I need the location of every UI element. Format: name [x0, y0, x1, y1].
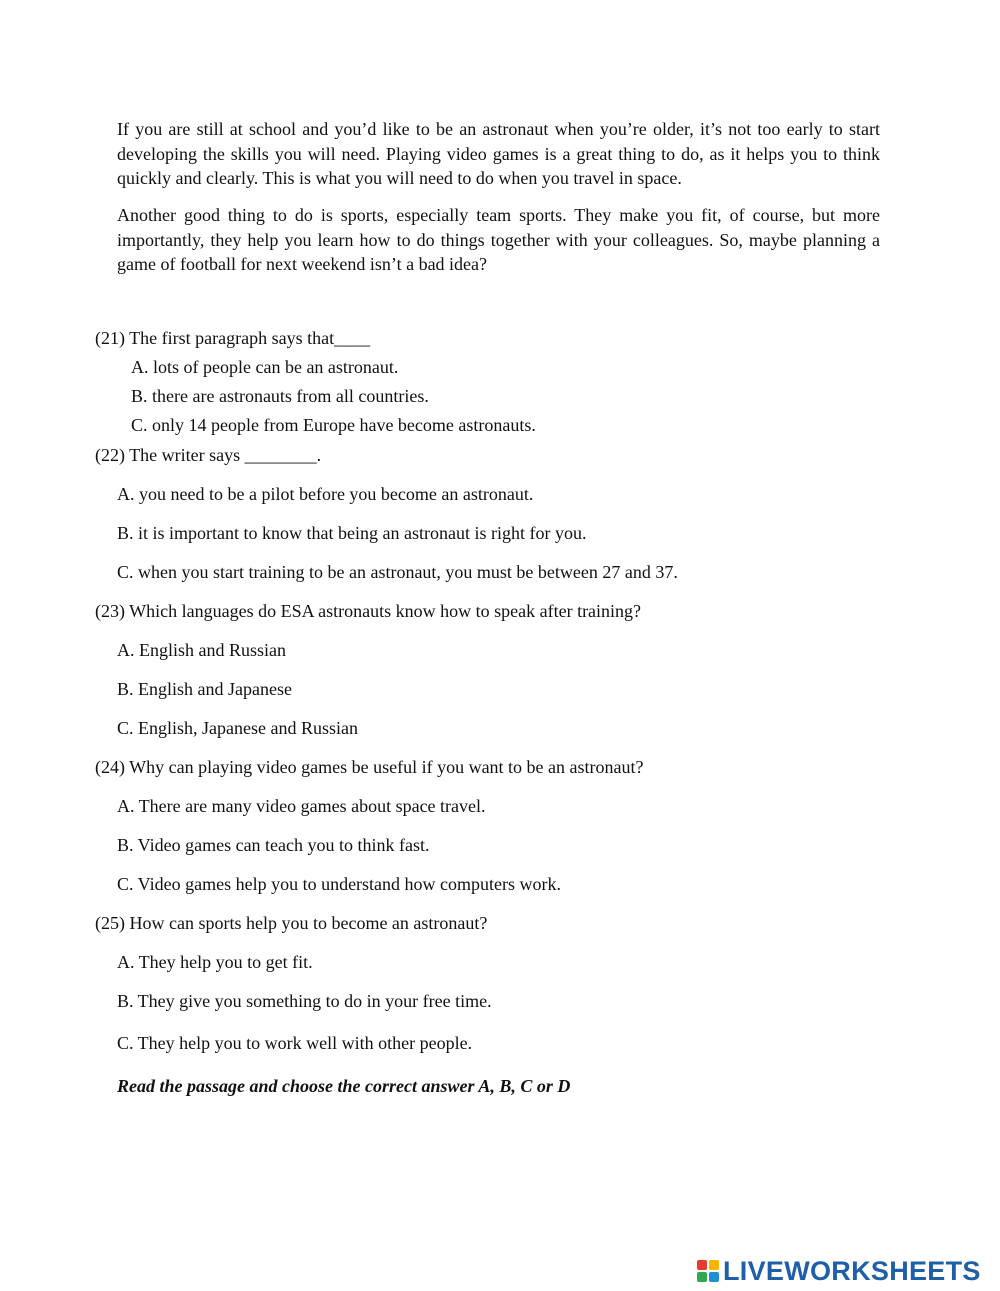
option-21-b[interactable]: B. there are astronauts from all countries. — [131, 386, 429, 406]
option-25-c[interactable]: C. They help you to work well with other people. — [117, 1033, 473, 1053]
logo-blocks-icon — [697, 1260, 719, 1282]
question-24: (24) Why can playing video games be useful if you want to be an astronaut? — [95, 757, 644, 777]
brand-name: LIVEWORKSHEETS — [723, 1255, 981, 1286]
option-24-b[interactable]: B. Video games can teach you to think fast. — [117, 835, 430, 855]
option-23-a[interactable]: A. English and Russian — [117, 640, 286, 660]
option-21-c[interactable]: C. only 14 people from Europe have become astronauts. — [131, 415, 536, 435]
question-23: (23) Which languages do ESA astronauts know how to speak after training? — [95, 601, 642, 621]
option-24-c[interactable]: C. Video games help you to understand how computers work. — [117, 874, 562, 894]
option-25-a[interactable]: A. They help you to get fit. — [117, 952, 313, 972]
option-22-b[interactable]: B. it is important to know that being an astronaut is right for you. — [117, 523, 587, 543]
option-24-a[interactable]: A. There are many video games about space travel. — [117, 796, 486, 816]
passage-paragraph-1: If you are still at school and you’d like to be an astronaut when you’re older, it’s not too early to start developing the skills you will need. Playing video games is a great thing to do, as it helps you to think quickly and clearly. This is what you will need to do when you travel in space. — [117, 119, 880, 188]
option-23-b[interactable]: B. English and Japanese — [117, 679, 292, 699]
option-25-b[interactable]: B. They give you something to do in your free time. — [117, 991, 492, 1011]
liveworksheets-logo — [697, 1255, 981, 1287]
option-23-c[interactable]: C. English, Japanese and Russian — [117, 718, 358, 738]
question-25: (25) How can sports help you to become an astronaut? — [95, 913, 488, 933]
option-21-a[interactable]: A. lots of people can be an astronaut. — [131, 357, 399, 377]
instruction-heading: Read the passage and choose the correct answer A, B, C or D — [117, 1076, 571, 1096]
passage-paragraph-2: Another good thing to do is sports, especially team sports. They make you fit, of course, but more importantly, they help you learn how to do things together with your colleagues. So, maybe planning a game of football for next weekend isn’t a bad idea? — [117, 205, 880, 274]
question-22: (22) The writer says ________. — [95, 445, 322, 465]
option-22-a[interactable]: A. you need to be a pilot before you become an astronaut. — [117, 484, 534, 504]
option-22-c[interactable]: C. when you start training to be an astronaut, you must be between 27 and 37. — [117, 562, 678, 582]
question-21: (21) The first paragraph says that____ — [95, 328, 371, 348]
